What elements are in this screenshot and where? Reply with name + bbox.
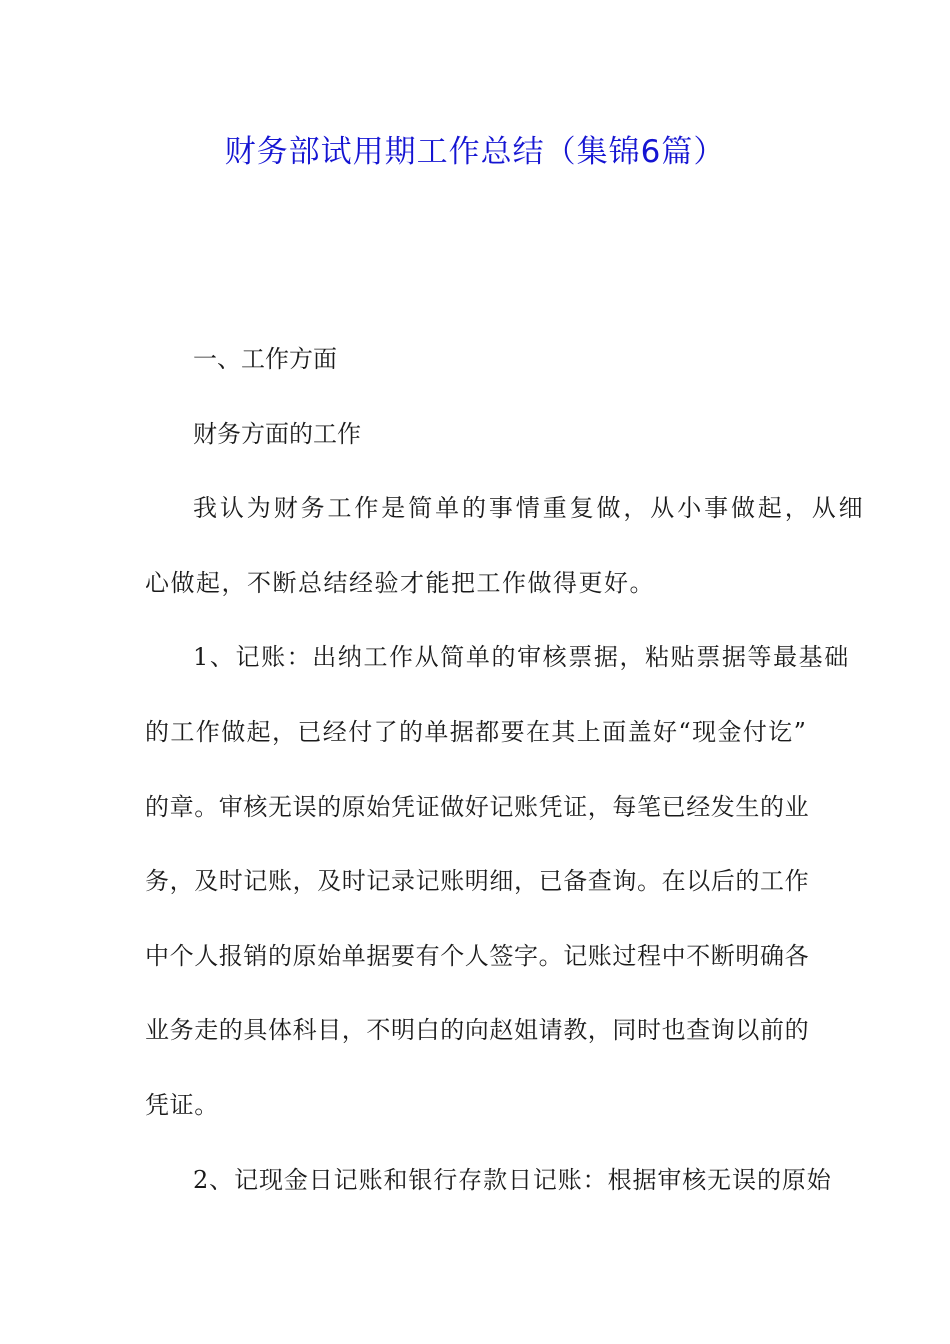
paragraph-line: 1、记账：出纳工作从简单的审核票据，粘贴票据等最基础 bbox=[193, 643, 850, 671]
paragraph-line: 的章。审核无误的原始凭证做好记账凭证，每笔已经发生的业 bbox=[145, 793, 810, 821]
paragraph-line: 中个人报销的原始单据要有个人签字。记账过程中不断明确各 bbox=[145, 942, 810, 970]
paragraph-line: 凭证。 bbox=[145, 1091, 219, 1119]
paragraph-line: 务，及时记账，及时记录记账明细，已备查询。在以后的工作 bbox=[145, 867, 810, 895]
document-title: 财务部试用期工作总结（集锦6篇） bbox=[224, 134, 726, 170]
paragraph-line: 2、记现金日记账和银行存款日记账：根据审核无误的原始 bbox=[193, 1166, 832, 1194]
paragraph-line: 我认为财务工作是简单的事情重复做，从小事做起，从细 bbox=[193, 494, 866, 522]
subsection-heading-finance: 财务方面的工作 bbox=[193, 420, 361, 448]
paragraph-line: 业务走的具体科目，不明白的向赵姐请教，同时也查询以前的 bbox=[145, 1016, 810, 1044]
paragraph-line: 的工作做起，已经付了的单据都要在其上面盖好“现金付讫” bbox=[145, 718, 808, 746]
section-heading-work: 一、工作方面 bbox=[193, 345, 337, 373]
paragraph-line: 心做起，不断总结经验才能把工作做得更好。 bbox=[145, 569, 655, 597]
